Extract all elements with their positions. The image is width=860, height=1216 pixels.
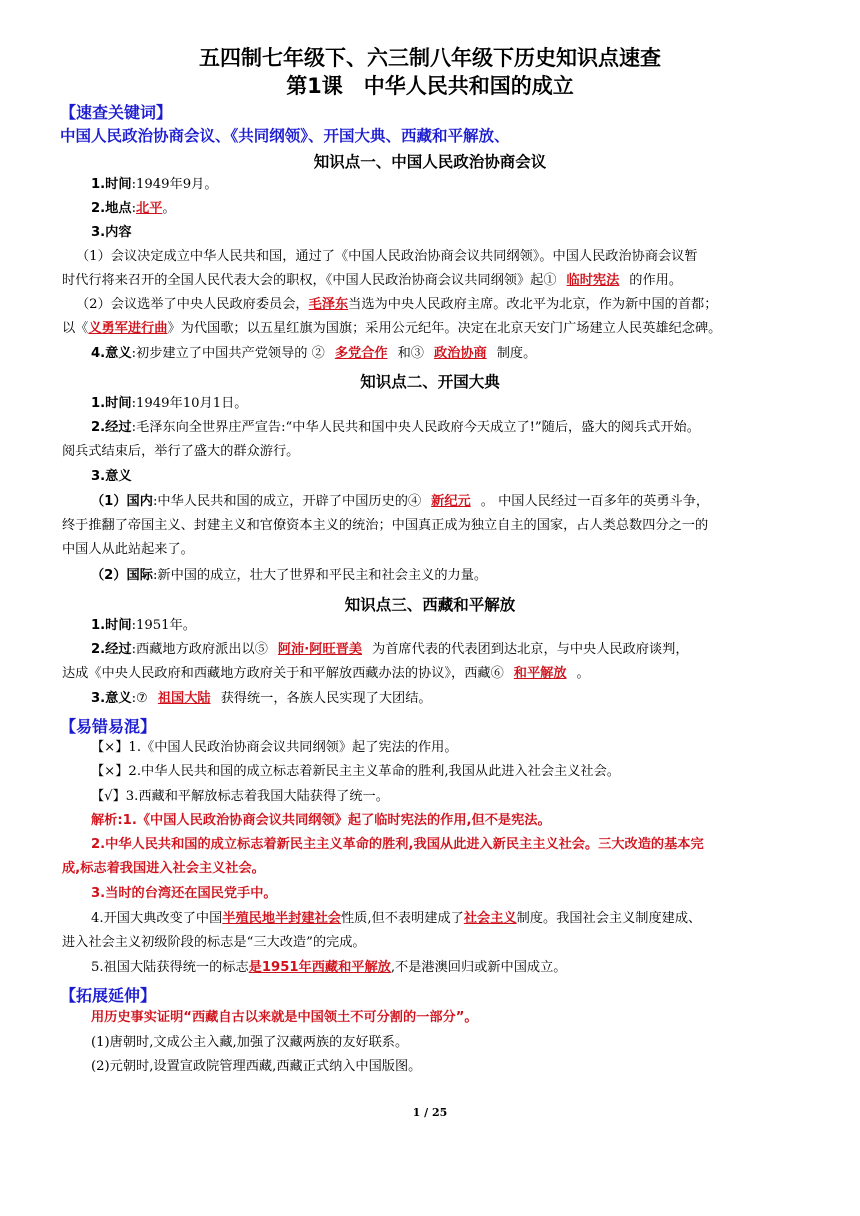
- kp3-time: 1.时间:1951年。: [91, 618, 196, 633]
- note-5: 5.祖国大陆获得统一的标志是1951年西藏和平解放,不是港澳回归或新中国成立。: [91, 960, 567, 975]
- error-item-3: 【√】3.西藏和平解放标志着我国大陆获得了统一。: [91, 789, 389, 804]
- kp3-significance: 3.意义:⑦ 祖国大陆 获得统一，各族人民实现了大团结。: [91, 691, 432, 706]
- kp1-content-p1b: 时代行将来召开的全国人民代表大会的职权，《中国人民政治协商会议共同纲领》起① 临时宪法 的作用。: [62, 273, 683, 288]
- kp1-significance: 4.意义:初步建立了中国共产党领导的 ② 多党合作 和③ 政治协商 制度。: [91, 346, 537, 361]
- analysis-1: 解析:1.《中国人民政治协商会议共同纲领》起了临时宪法的作用,但不是宪法。: [91, 813, 551, 828]
- kp1-place: 2.地点:北平。: [91, 201, 176, 216]
- extend-question: 用历史事实证明“西藏自古以来就是中国领土不可分割的一部分”。: [91, 1010, 478, 1025]
- keywords-section-tag: 【速查关键词】: [60, 103, 173, 122]
- analysis-3: 3.当时的台湾还在国民党手中。: [91, 886, 277, 901]
- kp2-time: 1.时间:1949年10月1日。: [91, 396, 248, 411]
- extend-point-2: (2)元朝时,设置宣政院管理西藏,西藏正式纳入中国版图。: [91, 1059, 422, 1074]
- kp2-domestic-c: 中国人从此站起来了。: [62, 542, 194, 557]
- note-4a: 4.开国大典改变了中国半殖民地半封建社会性质,但不表明建成了社会主义制度。我国社会主义制度建成、: [91, 911, 702, 926]
- extend-section-tag: 【拓展延伸】: [60, 986, 157, 1005]
- kp1-content-p2b: 以《义勇军进行曲》为代国歌；以五星红旗为国旗；采用公元纪年。决定在北京天安门广场建立人民英雄纪念碑。: [62, 321, 722, 336]
- error-item-2: 【×】2.中华人民共和国的成立标志着新民主主义革命的胜利,我国从此进入社会主义社会。: [91, 764, 620, 779]
- error-item-1: 【×】1.《中国人民政治协商会议共同纲领》起了宪法的作用。: [91, 740, 458, 755]
- kp3-heading: 知识点三、西藏和平解放: [344, 596, 516, 614]
- kp2-international: （2）国际:新中国的成立，壮大了世界和平民主和社会主义的力量。: [91, 568, 488, 583]
- kp2-process-a: 2.经过:毛泽东向全世界庄严宣告:“中华人民共和国中央人民政府今天成立了!”随后，盛大的阅兵式开始。: [91, 420, 700, 435]
- kp2-significance-label: 3.意义: [91, 469, 132, 484]
- analysis-2a: 2.中华人民共和国的成立标志着新民主主义革命的胜利,我国从此进入新民主主义社会。三大改造的基本完: [91, 837, 704, 852]
- kp3-process-a: 2.经过:西藏地方政府派出以⑤ 阿沛·阿旺晋美 为首席代表的代表团到达北京，与中央人民政府谈判，: [91, 642, 689, 657]
- kp2-heading: 知识点二、开国大典: [360, 373, 500, 391]
- kp1-content-p1a: （1）会议决定成立中华人民共和国，通过了《中国人民政治协商会议共同纲领》。中国人民政治协商会议暂: [76, 249, 698, 264]
- keywords-line: 中国人民政治协商会议、《共同纲领》、开国大典、西藏和平解放、: [60, 127, 510, 145]
- note-4b: 进入社会主义初级阶段的标志是“三大改造”的完成。: [62, 935, 366, 950]
- kp1-content-label: 3.内容: [91, 225, 132, 240]
- errors-section-tag: 【易错易混】: [60, 717, 157, 736]
- analysis-2b: 成,标志着我国进入社会主义社会。: [62, 861, 265, 876]
- page-number: 1 / 25: [412, 1106, 448, 1119]
- extend-point-1: (1)唐朝时,文成公主入藏,加强了汉藏两族的友好联系。: [91, 1035, 409, 1050]
- kp2-process-b: 阅兵式结束后，举行了盛大的群众游行。: [62, 444, 300, 459]
- document-title: 五四制七年级下、六三制八年级下历史知识点速查: [199, 46, 661, 70]
- kp1-time: 1.时间:1949年9月。: [91, 177, 218, 192]
- lesson-title: 第1课 中华人民共和国的成立: [286, 74, 574, 98]
- kp3-process-b: 达成《中央人民政府和西藏地方政府关于和平解放西藏办法的协议》，西藏⑥ 和平解放 。: [62, 666, 590, 681]
- kp1-heading: 知识点一、中国人民政治协商会议: [313, 153, 547, 171]
- kp1-content-p2a: （2）会议选举了中央人民政府委员会，毛泽东当选为中央人民政府主席。改北平为北京，作为新中国的首都；: [76, 297, 718, 312]
- kp2-domestic-a: （1）国内:中华人民共和国的成立，开辟了中国历史的④ 新纪元 。 中国人民经过一百多年的英勇斗争，: [91, 494, 710, 509]
- kp2-domestic-b: 终于推翻了帝国主义、封建主义和官僚资本主义的统治；中国真正成为独立自主的国家，占人类总数四分之一的: [62, 518, 709, 533]
